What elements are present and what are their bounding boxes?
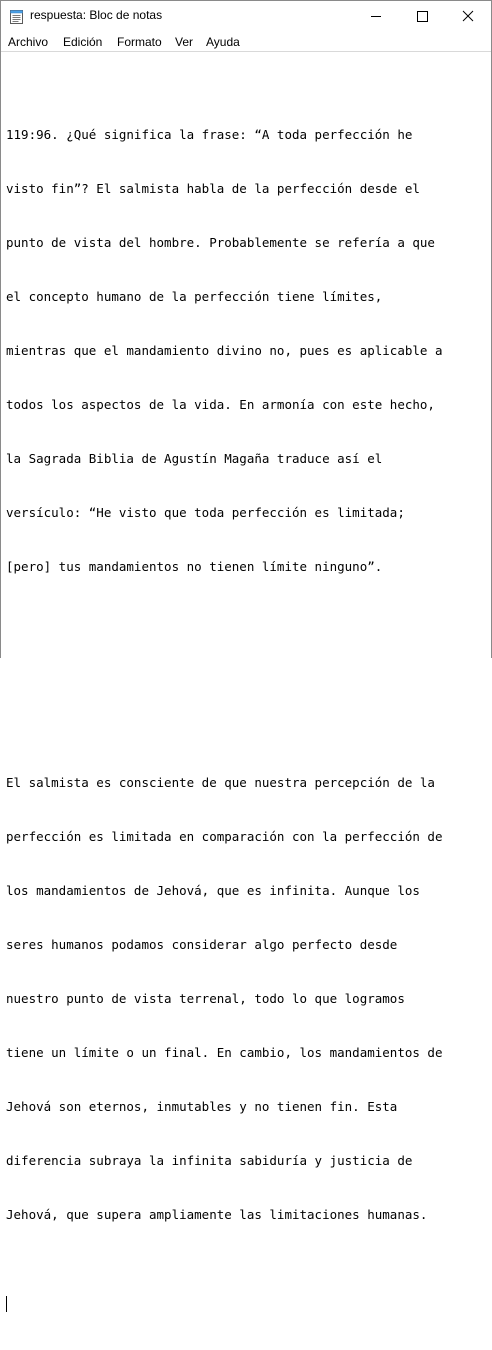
text-editor[interactable] [1,51,491,1222]
window-title: respuesta: Bloc de notas [30,8,163,22]
text-line: diferencia subraya la infinita sabiduría y justicia de [6,1153,413,1168]
menu-bar [1,31,491,51]
maximize-button[interactable] [399,1,445,31]
text-line: todos los aspectos de la vida. En armonía con este hecho, [6,397,435,412]
document-text[interactable] [6,54,486,1350]
text-line: El salmista es consciente de que nuestra percepción de la [6,775,435,790]
minimize-icon [353,1,399,31]
text-line: visto fin”? El salmista habla de la perfección desde el [6,181,420,196]
text-caret [6,1296,7,1312]
text-line: la Sagrada Biblia de Agustín Magaña traduce así el [6,451,383,466]
paragraph-1 [6,90,486,612]
text-line: seres humanos podamos considerar algo perfecto desde [6,937,398,952]
blank-lines [6,648,486,702]
text-line: los mandamientos de Jehová, que es infinita. Aunque los [6,883,420,898]
text-line: punto de vista del hombre. Probablemente se refería a que [6,235,435,250]
maximize-icon [399,1,445,31]
menu-archivo[interactable]: Archivo [8,35,49,49]
title-bar[interactable] [1,1,491,31]
text-line: mientras que el mandamiento divino no, pues es aplicable a [6,343,443,358]
paragraph-2 [6,738,486,1260]
text-line: versículo: “He visto que toda perfección es limitada; [6,505,405,520]
menu-edicion[interactable]: Edición [63,35,103,49]
text-line: perfección es limitada en comparación con la perfección de [6,829,443,844]
notepad-icon [10,9,23,24]
menu-ayuda[interactable]: Ayuda [206,35,240,49]
close-button[interactable] [445,1,491,31]
text-line: 119:96. ¿Qué significa la frase: “A toda perfección he [6,127,413,142]
text-line: el concepto humano de la perfección tiene límites, [6,289,383,304]
menu-ver[interactable]: Ver [175,35,194,49]
text-line: Jehová son eternos, inmutables y no tienen fin. Esta [6,1099,398,1114]
text-line: tiene un límite o un final. En cambio, los mandamientos de [6,1045,443,1060]
menu-formato[interactable]: Formato [117,35,162,49]
caret-line [6,1296,486,1314]
text-line: Jehová, que supera ampliamente las limitaciones humanas. [6,1207,428,1222]
text-line: nuestro punto de vista terrenal, todo lo que logramos [6,991,405,1006]
close-icon [445,1,491,31]
text-line: [pero] tus mandamientos no tienen límite ninguno”. [6,559,383,574]
minimize-button[interactable] [353,1,399,31]
